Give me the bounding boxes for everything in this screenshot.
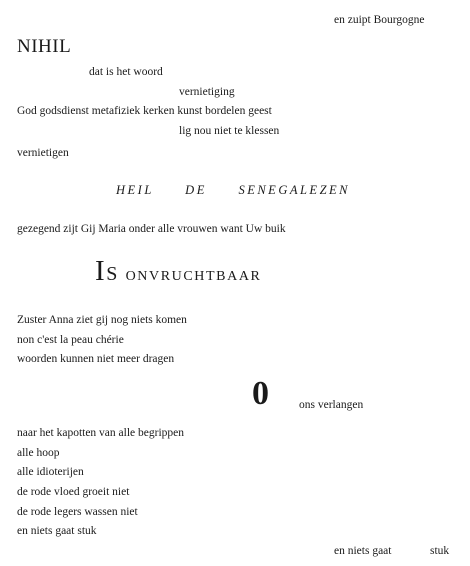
line-kapotten: naar het kapotten van alle begrippen [17, 427, 184, 439]
line-idioterijen: alle idioterijen [17, 466, 84, 478]
line-legers: de rode legers wassen niet [17, 506, 138, 518]
line-is-rest: onvruchtbaar [125, 263, 262, 285]
line-zuster: Zuster Anna ziet gij nog niets komen [17, 314, 187, 326]
title-nihil: NIHIL [17, 36, 72, 57]
line-god: God godsdienst metafiziek kerken kunst bordelen geest [17, 105, 272, 117]
line-vloed: de rode vloed groeit niet [17, 486, 130, 498]
line-heil: HEIL DE SENEGALEZEN [116, 183, 350, 197]
line-woorden: woorden kunnen niet meer dragen [17, 353, 175, 365]
big-o: 0 [252, 375, 269, 412]
line-verlangen: ons verlangen [299, 399, 364, 411]
line-vernietiging: vernietiging [179, 86, 235, 98]
line-non: non c'est la peau chérie [17, 334, 124, 346]
line-bourgogne: en zuipt Bourgogne [334, 14, 425, 26]
line-is-onvruchtbaar [95, 255, 262, 287]
line-vernietigen: vernietigen [17, 147, 69, 159]
line-end-left: en niets gaat [334, 545, 392, 557]
line-stuk: en niets gaat stuk [17, 525, 97, 537]
line-gezegend: gezegend zijt Gij Maria onder alle vrouwen want Uw buik [17, 223, 286, 235]
line-lig: lig nou niet te klessen [179, 125, 280, 137]
line-is-cap: Is [95, 255, 119, 287]
line-woord: dat is het woord [89, 66, 163, 78]
line-hoop: alle hoop [17, 447, 60, 459]
line-end-right: stuk [430, 545, 450, 557]
